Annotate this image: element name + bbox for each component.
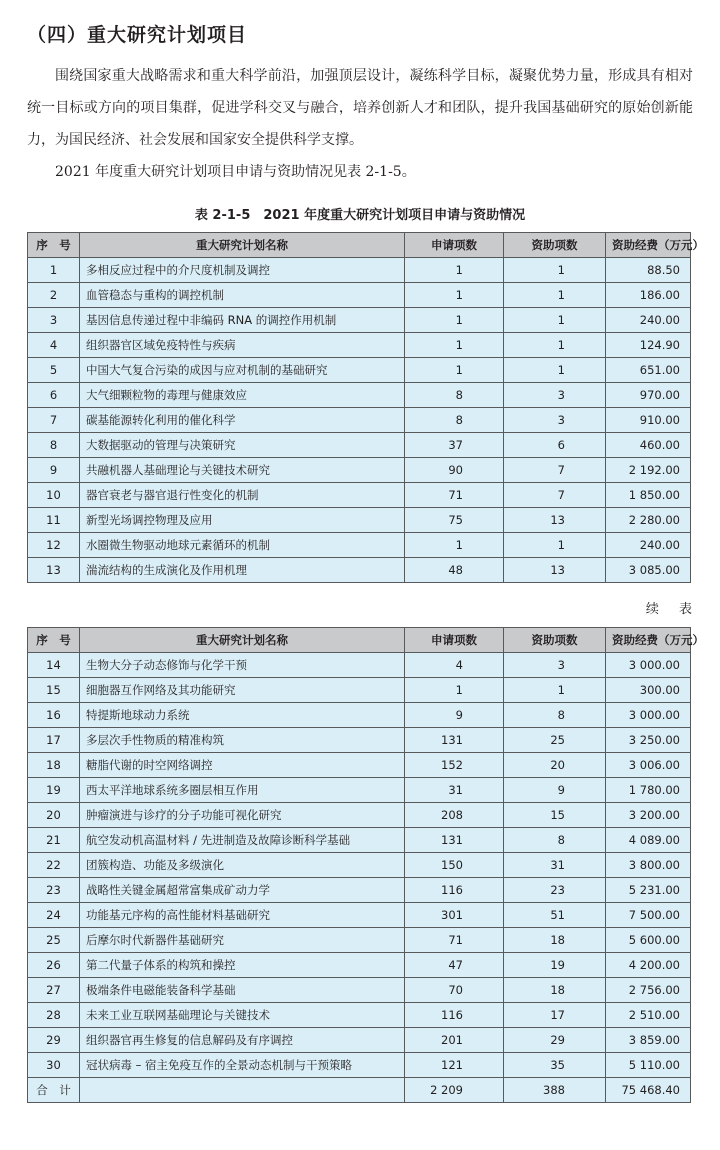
row-funding-amount: 4 200.00 bbox=[606, 953, 691, 978]
row-seq: 21 bbox=[28, 828, 80, 853]
table-row bbox=[28, 928, 691, 953]
table-row bbox=[28, 903, 691, 928]
row-seq: 14 bbox=[28, 653, 80, 678]
table-row bbox=[28, 408, 691, 433]
row-applied-count: 1 bbox=[405, 333, 504, 358]
row-funded-count: 1 bbox=[504, 678, 606, 703]
row-seq: 26 bbox=[28, 953, 80, 978]
row-funded-count: 23 bbox=[504, 878, 606, 903]
row-applied-count: 71 bbox=[405, 928, 504, 953]
row-funded-count: 19 bbox=[504, 953, 606, 978]
table-row bbox=[28, 533, 691, 558]
row-funding-amount: 460.00 bbox=[606, 433, 691, 458]
row-funding-amount: 300.00 bbox=[606, 678, 691, 703]
table-row bbox=[28, 803, 691, 828]
row-funding-amount: 651.00 bbox=[606, 358, 691, 383]
row-funding-amount: 7 500.00 bbox=[606, 903, 691, 928]
table-header-row bbox=[28, 628, 691, 653]
row-program-name: 多相反应过程中的介尺度机制及调控 bbox=[80, 258, 405, 283]
table-row bbox=[28, 383, 691, 408]
total-label: 合 计 bbox=[28, 1078, 80, 1103]
table-row bbox=[28, 333, 691, 358]
row-applied-count: 8 bbox=[405, 408, 504, 433]
row-program-name: 肿瘤演进与诊疗的分子功能可视化研究 bbox=[80, 803, 405, 828]
row-seq: 11 bbox=[28, 508, 80, 533]
row-funding-amount: 3 006.00 bbox=[606, 753, 691, 778]
table-caption: 表 2-1-5 2021 年度重大研究计划项目申请与资助情况 bbox=[194, 208, 526, 223]
row-program-name: 血管稳态与重构的调控机制 bbox=[80, 283, 405, 308]
row-applied-count: 4 bbox=[405, 653, 504, 678]
table-row bbox=[28, 508, 691, 533]
row-funded-count: 18 bbox=[504, 928, 606, 953]
row-funded-count: 1 bbox=[504, 533, 606, 558]
row-applied-count: 131 bbox=[405, 728, 504, 753]
row-funding-amount: 970.00 bbox=[606, 383, 691, 408]
row-applied-count: 31 bbox=[405, 778, 504, 803]
row-seq: 2 bbox=[28, 283, 80, 308]
row-funded-count: 1 bbox=[504, 283, 606, 308]
row-program-name: 大气细颗粒物的毒理与健康效应 bbox=[80, 383, 405, 408]
row-funding-amount: 910.00 bbox=[606, 408, 691, 433]
summary-text: 2021 年度重大研究计划项目申请与资助情况见表 2-1-5。 bbox=[55, 164, 416, 180]
row-funding-amount: 3 000.00 bbox=[606, 703, 691, 728]
row-funding-amount: 1 850.00 bbox=[606, 483, 691, 508]
row-funded-count: 13 bbox=[504, 508, 606, 533]
funding-table-part1 bbox=[27, 232, 704, 583]
table-row bbox=[28, 753, 691, 778]
row-program-name: 新型光场调控物理及应用 bbox=[80, 508, 405, 533]
row-applied-count: 48 bbox=[405, 558, 504, 583]
table-body-part2 bbox=[28, 653, 691, 1078]
row-funded-count: 3 bbox=[504, 408, 606, 433]
row-applied-count: 116 bbox=[405, 878, 504, 903]
row-funded-count: 1 bbox=[504, 333, 606, 358]
row-program-name: 糖脂代谢的时空网络调控 bbox=[80, 753, 405, 778]
intro-text: 围绕国家重大战略需求和重大科学前沿，加强顶层设计，凝练科学目标，凝聚优势力量，形成具有相对统一目标或方向的项目集群，促进学科交叉与融合，培养创新人才和团队，提升我国基础研究的原始创新能力，为国民经济、社会发展和国家安全提供科学支撑。 bbox=[27, 68, 693, 148]
row-seq: 13 bbox=[28, 558, 80, 583]
row-funding-amount: 3 800.00 bbox=[606, 853, 691, 878]
row-funding-amount: 5 600.00 bbox=[606, 928, 691, 953]
table-row bbox=[28, 728, 691, 753]
table-row bbox=[28, 358, 691, 383]
row-program-name: 冠状病毒 – 宿主免疫互作的全景动态机制与干预策略 bbox=[80, 1053, 405, 1078]
row-seq: 25 bbox=[28, 928, 80, 953]
row-applied-count: 152 bbox=[405, 753, 504, 778]
row-program-name: 多层次手性物质的精准构筑 bbox=[80, 728, 405, 753]
row-seq: 3 bbox=[28, 308, 80, 333]
row-seq: 17 bbox=[28, 728, 80, 753]
row-funding-amount: 240.00 bbox=[606, 533, 691, 558]
row-funding-amount: 3 200.00 bbox=[606, 803, 691, 828]
row-program-name: 团簇构造、功能及多级演化 bbox=[80, 853, 405, 878]
section-title: （四）重大研究计划项目 bbox=[27, 24, 248, 46]
row-funded-count: 8 bbox=[504, 703, 606, 728]
row-program-name: 战略性关键金属超常富集成矿动力学 bbox=[80, 878, 405, 903]
table-row bbox=[28, 483, 691, 508]
header-name: 重大研究计划名称 bbox=[80, 628, 405, 653]
row-applied-count: 1 bbox=[405, 678, 504, 703]
row-funding-amount: 1 780.00 bbox=[606, 778, 691, 803]
row-applied-count: 1 bbox=[405, 358, 504, 383]
table-row bbox=[28, 978, 691, 1003]
row-program-name: 中国大气复合污染的成因与应对机制的基础研究 bbox=[80, 358, 405, 383]
table-row bbox=[28, 458, 691, 483]
row-funding-amount: 4 089.00 bbox=[606, 828, 691, 853]
row-seq: 15 bbox=[28, 678, 80, 703]
row-seq: 16 bbox=[28, 703, 80, 728]
row-applied-count: 116 bbox=[405, 1003, 504, 1028]
row-funding-amount: 5 231.00 bbox=[606, 878, 691, 903]
row-applied-count: 201 bbox=[405, 1028, 504, 1053]
header-applied: 申请项数 bbox=[405, 628, 504, 653]
row-funding-amount: 186.00 bbox=[606, 283, 691, 308]
table-body-part1 bbox=[28, 258, 691, 583]
row-funded-count: 9 bbox=[504, 778, 606, 803]
table-row bbox=[28, 778, 691, 803]
row-funded-count: 15 bbox=[504, 803, 606, 828]
row-funded-count: 7 bbox=[504, 483, 606, 508]
total-row bbox=[28, 1078, 691, 1103]
row-program-name: 航空发动机高温材料 / 先进制造及故障诊断科学基础 bbox=[80, 828, 405, 853]
row-program-name: 细胞器互作网络及其功能研究 bbox=[80, 678, 405, 703]
total-funded: 388 bbox=[504, 1078, 606, 1103]
row-program-name: 基因信息传递过程中非编码 RNA 的调控作用机制 bbox=[80, 308, 405, 333]
row-program-name: 器官衰老与器官退行性变化的机制 bbox=[80, 483, 405, 508]
total-applied: 2 209 bbox=[405, 1078, 504, 1103]
row-seq: 28 bbox=[28, 1003, 80, 1028]
row-funding-amount: 124.90 bbox=[606, 333, 691, 358]
row-seq: 22 bbox=[28, 853, 80, 878]
row-applied-count: 8 bbox=[405, 383, 504, 408]
table-row bbox=[28, 1028, 691, 1053]
row-applied-count: 70 bbox=[405, 978, 504, 1003]
row-applied-count: 121 bbox=[405, 1053, 504, 1078]
table-row bbox=[28, 1053, 691, 1078]
row-applied-count: 47 bbox=[405, 953, 504, 978]
row-applied-count: 1 bbox=[405, 258, 504, 283]
row-funding-amount: 3 859.00 bbox=[606, 1028, 691, 1053]
row-program-name: 大数据驱动的管理与决策研究 bbox=[80, 433, 405, 458]
row-program-name: 组织器官再生修复的信息解码及有序调控 bbox=[80, 1028, 405, 1053]
row-program-name: 生物大分子动态修饰与化学干预 bbox=[80, 653, 405, 678]
header-funded: 资助项数 bbox=[504, 628, 606, 653]
row-funded-count: 17 bbox=[504, 1003, 606, 1028]
header-name: 重大研究计划名称 bbox=[80, 233, 405, 258]
row-funding-amount: 3 085.00 bbox=[606, 558, 691, 583]
row-funded-count: 8 bbox=[504, 828, 606, 853]
row-applied-count: 1 bbox=[405, 533, 504, 558]
row-funded-count: 3 bbox=[504, 653, 606, 678]
row-seq: 9 bbox=[28, 458, 80, 483]
table-row bbox=[28, 258, 691, 283]
row-seq: 5 bbox=[28, 358, 80, 383]
row-seq: 24 bbox=[28, 903, 80, 928]
row-applied-count: 37 bbox=[405, 433, 504, 458]
table-row bbox=[28, 828, 691, 853]
row-funded-count: 35 bbox=[504, 1053, 606, 1078]
row-seq: 29 bbox=[28, 1028, 80, 1053]
row-applied-count: 208 bbox=[405, 803, 504, 828]
row-program-name: 极端条件电磁能装备科学基础 bbox=[80, 978, 405, 1003]
header-funded: 资助项数 bbox=[504, 233, 606, 258]
table-row bbox=[28, 308, 691, 333]
table-row bbox=[28, 433, 691, 458]
row-funded-count: 25 bbox=[504, 728, 606, 753]
row-program-name: 湍流结构的生成演化及作用机理 bbox=[80, 558, 405, 583]
row-funded-count: 51 bbox=[504, 903, 606, 928]
row-funded-count: 13 bbox=[504, 558, 606, 583]
row-applied-count: 131 bbox=[405, 828, 504, 853]
row-seq: 12 bbox=[28, 533, 80, 558]
row-funded-count: 1 bbox=[504, 358, 606, 383]
table-row bbox=[28, 703, 691, 728]
row-seq: 10 bbox=[28, 483, 80, 508]
row-program-name: 未来工业互联网基础理论与关键技术 bbox=[80, 1003, 405, 1028]
table-row bbox=[28, 953, 691, 978]
header-applied: 申请项数 bbox=[405, 233, 504, 258]
header-seq: 序 号 bbox=[28, 628, 80, 653]
row-seq: 19 bbox=[28, 778, 80, 803]
row-program-name: 组织器官区域免疫特性与疾病 bbox=[80, 333, 405, 358]
table-row bbox=[28, 853, 691, 878]
row-seq: 7 bbox=[28, 408, 80, 433]
row-funded-count: 18 bbox=[504, 978, 606, 1003]
table-row bbox=[28, 1003, 691, 1028]
summary-paragraph bbox=[27, 156, 693, 188]
row-seq: 27 bbox=[28, 978, 80, 1003]
row-applied-count: 1 bbox=[405, 308, 504, 333]
row-funding-amount: 2 510.00 bbox=[606, 1003, 691, 1028]
row-applied-count: 71 bbox=[405, 483, 504, 508]
table-row bbox=[28, 558, 691, 583]
row-program-name: 第二代量子体系的构筑和操控 bbox=[80, 953, 405, 978]
row-funding-amount: 2 756.00 bbox=[606, 978, 691, 1003]
row-program-name: 功能基元序构的高性能材料基础研究 bbox=[80, 903, 405, 928]
row-program-name: 特提斯地球动力系统 bbox=[80, 703, 405, 728]
row-applied-count: 90 bbox=[405, 458, 504, 483]
row-seq: 4 bbox=[28, 333, 80, 358]
row-funding-amount: 3 250.00 bbox=[606, 728, 691, 753]
table-row bbox=[28, 678, 691, 703]
table-row bbox=[28, 283, 691, 308]
row-applied-count: 75 bbox=[405, 508, 504, 533]
row-funding-amount: 2 192.00 bbox=[606, 458, 691, 483]
funding-table-part2 bbox=[27, 627, 704, 1103]
row-funded-count: 3 bbox=[504, 383, 606, 408]
row-funded-count: 20 bbox=[504, 753, 606, 778]
row-program-name: 后摩尔时代新器件基础研究 bbox=[80, 928, 405, 953]
row-funding-amount: 5 110.00 bbox=[606, 1053, 691, 1078]
row-program-name: 共融机器人基础理论与关键技术研究 bbox=[80, 458, 405, 483]
continuation-label: 续 表 bbox=[645, 602, 700, 617]
row-funding-amount: 240.00 bbox=[606, 308, 691, 333]
header-amount: 资助经费（万元） bbox=[606, 233, 691, 258]
header-seq: 序 号 bbox=[28, 233, 80, 258]
table-row bbox=[28, 878, 691, 903]
row-funded-count: 1 bbox=[504, 308, 606, 333]
total-name-cell bbox=[80, 1078, 405, 1103]
row-seq: 20 bbox=[28, 803, 80, 828]
row-seq: 1 bbox=[28, 258, 80, 283]
header-amount: 资助经费（万元） bbox=[606, 628, 691, 653]
row-applied-count: 1 bbox=[405, 283, 504, 308]
row-seq: 23 bbox=[28, 878, 80, 903]
table-header-row bbox=[28, 233, 691, 258]
row-applied-count: 9 bbox=[405, 703, 504, 728]
row-funded-count: 6 bbox=[504, 433, 606, 458]
total-amount: 75 468.40 bbox=[606, 1078, 691, 1103]
row-program-name: 西太平洋地球系统多圈层相互作用 bbox=[80, 778, 405, 803]
row-funded-count: 31 bbox=[504, 853, 606, 878]
row-applied-count: 150 bbox=[405, 853, 504, 878]
row-applied-count: 301 bbox=[405, 903, 504, 928]
row-seq: 18 bbox=[28, 753, 80, 778]
table-row bbox=[28, 653, 691, 678]
row-funded-count: 1 bbox=[504, 258, 606, 283]
row-seq: 6 bbox=[28, 383, 80, 408]
row-funded-count: 7 bbox=[504, 458, 606, 483]
row-funding-amount: 3 000.00 bbox=[606, 653, 691, 678]
row-funded-count: 29 bbox=[504, 1028, 606, 1053]
row-seq: 30 bbox=[28, 1053, 80, 1078]
intro-paragraph bbox=[27, 60, 693, 156]
row-program-name: 碳基能源转化利用的催化科学 bbox=[80, 408, 405, 433]
row-funding-amount: 2 280.00 bbox=[606, 508, 691, 533]
row-seq: 8 bbox=[28, 433, 80, 458]
row-funding-amount: 88.50 bbox=[606, 258, 691, 283]
row-program-name: 水圈微生物驱动地球元素循环的机制 bbox=[80, 533, 405, 558]
